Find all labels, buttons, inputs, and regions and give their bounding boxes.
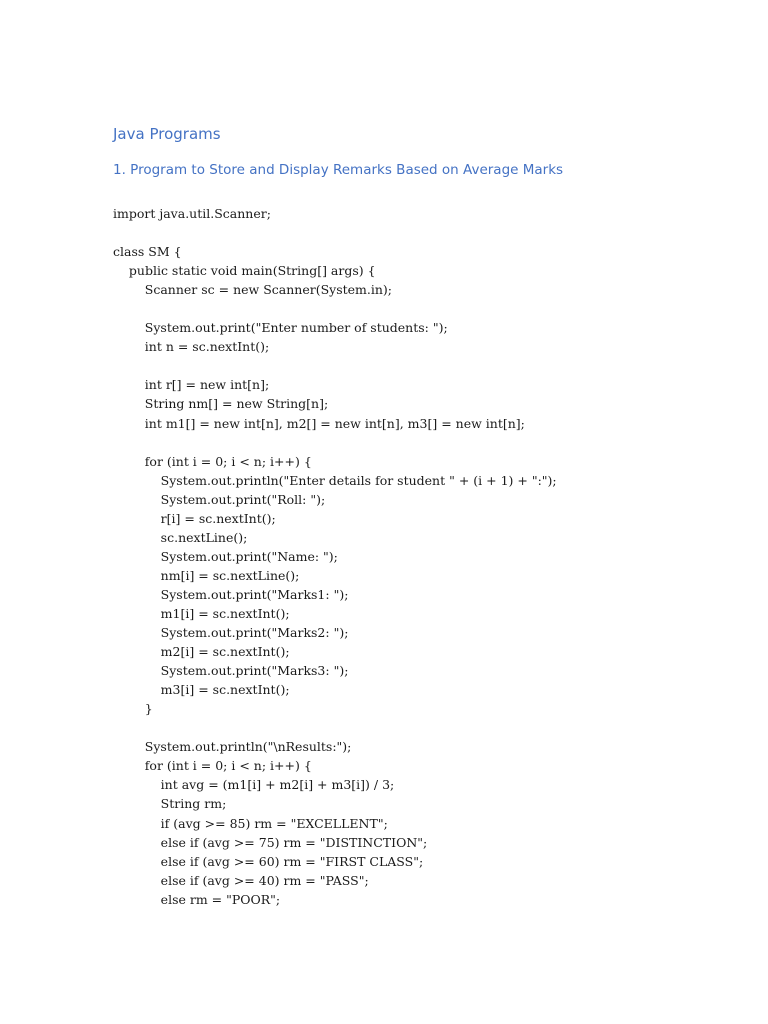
code-line: Scanner sc = new Scanner(System.in); [113, 282, 392, 298]
code-line: for (int i = 0; i < n; i++) { [113, 453, 312, 469]
code-line: int avg = (m1[i] + m2[i] + m3[i]) / 3; [113, 777, 395, 793]
code-line: sc.nextLine(); [113, 529, 248, 545]
code-line: String rm; [113, 796, 227, 812]
code-line: else if (avg >= 40) rm = "PASS"; [113, 872, 369, 888]
code-line [113, 718, 557, 737]
code-line: class SM { [113, 244, 182, 260]
code-line: System.out.print("Marks1: "); [113, 586, 349, 602]
code-line: String nm[] = new String[n]; [113, 396, 329, 412]
code-line: System.out.print("Name: "); [113, 548, 338, 564]
code-line: for (int i = 0; i < n; i++) { [113, 758, 312, 774]
code-line [113, 223, 557, 242]
code-line: else if (avg >= 60) rm = "FIRST CLASS"; [113, 853, 424, 869]
code-line: if (avg >= 85) rm = "EXCELLENT"; [113, 815, 388, 831]
code-line: System.out.println("Enter details for student " + (i + 1) + ":"); [113, 472, 557, 488]
code-line: int r[] = new int[n]; [113, 377, 270, 393]
code-line [113, 299, 557, 318]
code-line: int n = sc.nextInt(); [113, 339, 270, 355]
code-line: System.out.print("Roll: "); [113, 491, 326, 507]
code-line: System.out.print("Marks2: "); [113, 625, 349, 641]
code-line [113, 433, 557, 452]
code-line [113, 356, 557, 375]
section-heading: 1. Program to Store and Display Remarks Based on Average Marks [113, 162, 564, 178]
code-line: System.out.println("\nResults:"); [113, 739, 352, 755]
code-line: m2[i] = sc.nextInt(); [113, 644, 290, 660]
document-title: Java Programs [113, 125, 221, 143]
code-line: nm[i] = sc.nextLine(); [113, 567, 300, 583]
code-block [113, 204, 557, 909]
code-line: m1[i] = sc.nextInt(); [113, 605, 290, 621]
code-line: public static void main(String[] args) { [113, 263, 376, 279]
code-line: m3[i] = sc.nextInt(); [113, 682, 290, 698]
code-line: } [113, 701, 153, 717]
code-line: import java.util.Scanner; [113, 206, 271, 221]
code-line: System.out.print("Enter number of students: "); [113, 320, 448, 336]
code-line: else if (avg >= 75) rm = "DISTINCTION"; [113, 834, 428, 850]
code-line: else rm = "POOR"; [113, 891, 281, 907]
code-line: System.out.print("Marks3: "); [113, 663, 349, 679]
code-line: int m1[] = new int[n], m2[] = new int[n], m3[] = new int[n]; [113, 415, 525, 431]
code-line: r[i] = sc.nextInt(); [113, 510, 276, 526]
